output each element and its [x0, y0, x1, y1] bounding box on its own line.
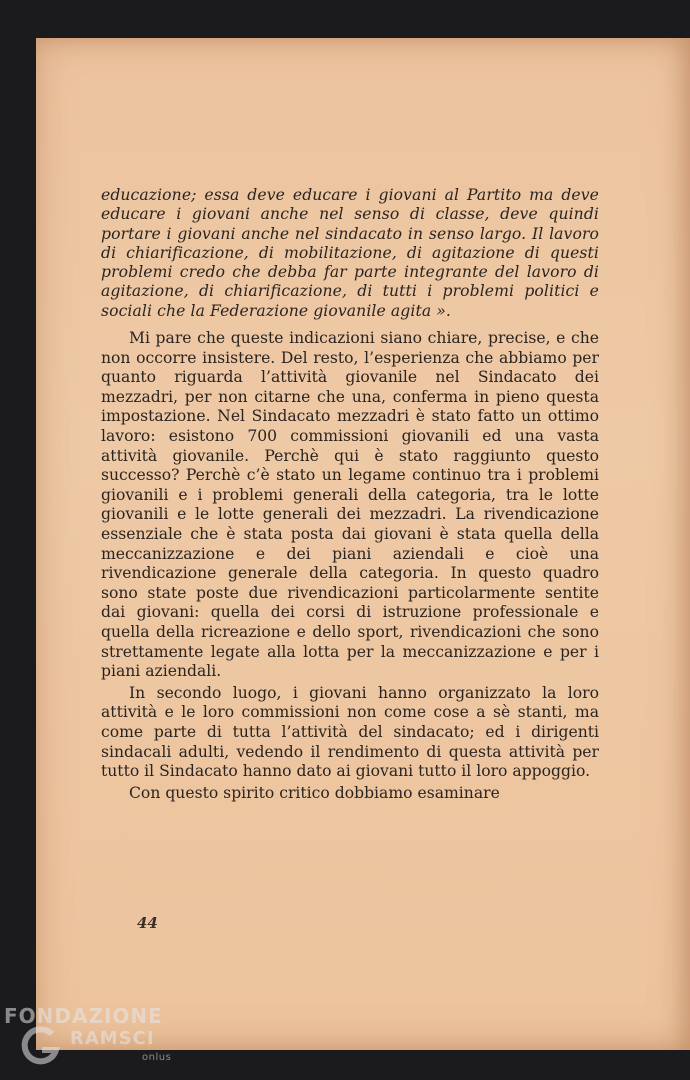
page-text	[101, 186, 599, 805]
fondazione-gramsci-watermark	[4, 1004, 172, 1063]
watermark-line2: RAMSCI	[70, 1028, 155, 1049]
watermark-line1: FONDAZIONE	[4, 1004, 163, 1028]
gramsci-g-logo-icon	[18, 1024, 62, 1068]
body-paragraph-1: Mi pare che queste indicazioni siano chiare, precise, e che non occorre insistere. Del resto, l’esperienza che abbiamo per quanto riguarda l’attività giovanile nel Sindacato dei mezzadri, per non citarne che una, conferma in pieno questa impostazione. Nel Sindacato mezzadri è stato fatto un ottimo lavoro: esistono 700 commissioni giovanili ed una vasta attività giovanile. Perchè qui è stato raggiunto questo successo? Perchè c’è stato un legame continuo tra i problemi giovanili e i problemi generali della categoria, tra le lotte giovanili e le lotte generali dei mezzadri. La rivendicazione essenziale che è stata posta dai giovani è stata quella della meccanizzazione e dei piani aziendali e cioè una rivendicazione generale della categoria. In questo quadro sono state poste due rivendicazioni particolarmente sentite dai giovani: quella dei corsi di istruzione professionale e quella della ricreazione e dello sport, rivendicazioni che sono strettamente legate alla lotta per la meccanizzazione e per i piani aziendali.	[101, 329, 599, 681]
quoted-paragraph: educazione; essa deve educare i giovani al Partito ma deve educare i giovani anche nel senso di classe, deve quindi portare i giovani anche nel sindacato in senso largo. Il lavoro di chiarificazione, di mobilitazione, di agitazione di questi problemi credo che debba far parte integrante del lavoro di agitazione, di chiarificazione, di tutti i problemi politici e sociali che la Federazione giovanile agita ».	[101, 186, 599, 320]
body-paragraph-2: In secondo luogo, i giovani hanno organizzato la loro attività e le loro commissioni non come cose a sè stanti, ma come parte di tutta l’attività del sindacato; ed i dirigenti sindacali adulti, vedendo il rendimento di questa attività per tutto il Sindacato hanno dato ai giovani tutto il loro appoggio.	[101, 683, 599, 781]
watermark-onlus: onlus	[142, 1052, 172, 1063]
page-number: 44	[137, 914, 158, 932]
body-paragraph-3: Con questo spirito critico dobbiamo esaminare	[129, 783, 500, 802]
